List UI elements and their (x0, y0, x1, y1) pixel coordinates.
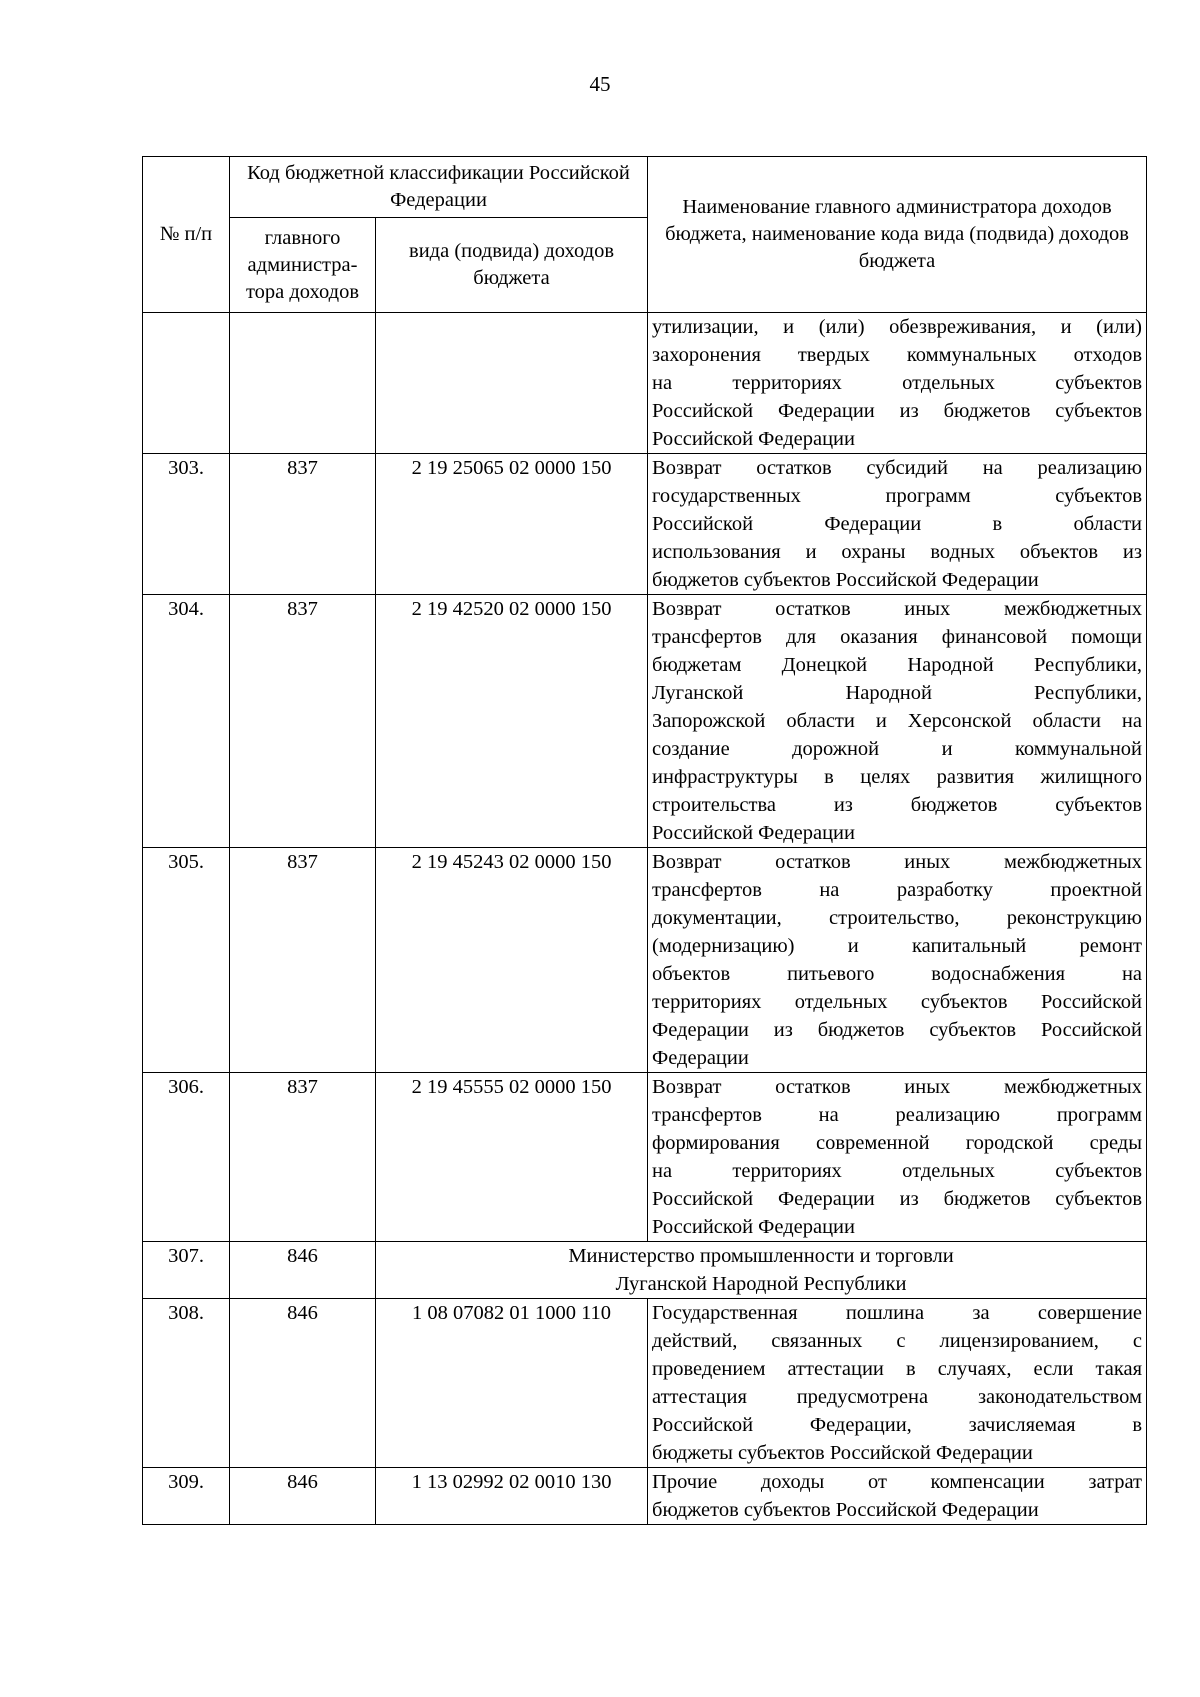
description-line: государственных программ субъектов (652, 485, 1143, 507)
ministry-row (143, 1242, 1147, 1299)
row-income-code: 1 08 07082 01 1000 110 (376, 1299, 648, 1468)
row-admin-code: 837 (230, 595, 376, 848)
table-row (143, 454, 1147, 595)
row-admin-code: 837 (230, 848, 376, 1073)
description-line: на территориях отдельных субъектов (652, 372, 1143, 394)
table-body-b (143, 1299, 1147, 1525)
row-num: 306. (143, 1073, 230, 1242)
table-row (143, 595, 1147, 848)
row-num (143, 313, 230, 454)
description-line: Федерации (652, 1047, 749, 1069)
description-line: использования и охраны водных объектов из (652, 541, 1143, 563)
ministry-name-line-2: Луганской Народной Республики (615, 1273, 907, 1295)
description-line: Запорожской области и Херсонской области на (652, 710, 1143, 732)
description-line: Государственная пошлина за совершение (652, 1302, 1143, 1324)
table-body-a (143, 313, 1147, 1242)
row-admin-code: 846 (230, 1468, 376, 1525)
row-income-code: 1 13 02992 02 0010 130 (376, 1468, 648, 1525)
description-line: Федерации из бюджетов субъектов Российской (652, 1019, 1143, 1041)
row-income-code: 2 19 25065 02 0000 150 (376, 454, 648, 595)
description-line: Российской Федерации (652, 428, 855, 450)
description-line: территориях отдельных субъектов Российской (652, 991, 1143, 1013)
row-description (648, 313, 1147, 454)
description-line: Возврат остатков иных межбюджетных (652, 598, 1143, 620)
header-num: № п/п (143, 157, 230, 313)
description-line: трансфертов на разработку проектной (652, 879, 1143, 901)
table-row (143, 848, 1147, 1073)
header-name: Наименование главного администратора доходов бюджета, наименование кода вида (подвида) доходов бюджета (648, 157, 1147, 313)
row-description (648, 1468, 1147, 1525)
table-header (143, 157, 1147, 313)
budget-classification-table (142, 156, 1147, 1525)
description-line: Российской Федерации (652, 822, 855, 844)
header-code-group: Код бюджетной классификации Российской Федерации (230, 157, 648, 218)
description-line: создание дорожной и коммунальной (652, 738, 1143, 760)
row-num: 308. (143, 1299, 230, 1468)
row-description (648, 848, 1147, 1073)
table-row (143, 313, 1147, 454)
description-line: объектов питьевого водоснабжения на (652, 963, 1143, 985)
ministry-name (376, 1242, 1147, 1299)
row-num: 304. (143, 595, 230, 848)
description-line: проведением аттестации в случаях, если такая (652, 1358, 1143, 1380)
description-line: строительства из бюджетов субъектов (652, 794, 1143, 816)
row-income-code: 2 19 45243 02 0000 150 (376, 848, 648, 1073)
description-line: аттестация предусмотрена законодательством (652, 1386, 1143, 1408)
ministry-name-line-1: Министерство промышленности и торговли (568, 1245, 954, 1267)
description-line: Прочие доходы от компенсации затрат (652, 1471, 1143, 1493)
description-line: бюджетам Донецкой Народной Республики, (652, 654, 1143, 676)
description-line: документации, строительство, реконструкцию (652, 907, 1143, 929)
page-number: 45 (589, 72, 611, 96)
description-line: Российской Федерации в области (652, 513, 1143, 535)
table-row (143, 1468, 1147, 1525)
row-description (648, 1299, 1147, 1468)
row-admin-code: 846 (230, 1242, 376, 1299)
description-line: формирования современной городской среды (652, 1132, 1143, 1154)
description-line: трансфертов для оказания финансовой помощи (652, 626, 1143, 648)
description-line: захоронения твердых коммунальных отходов (652, 344, 1143, 366)
description-line: на территориях отдельных субъектов (652, 1160, 1143, 1182)
table-row (143, 1073, 1147, 1242)
description-line: Возврат остатков иных межбюджетных (652, 851, 1143, 873)
description-line: трансфертов на реализацию программ (652, 1104, 1143, 1126)
description-line: инфраструктуры в целях развития жилищного (652, 766, 1143, 788)
description-line: бюджетов субъектов Российской Федерации (652, 1499, 1039, 1521)
row-income-code (376, 313, 648, 454)
description-line: утилизации, и (или) обезвреживания, и (или) (652, 316, 1143, 338)
row-admin-code: 846 (230, 1299, 376, 1468)
row-description (648, 454, 1147, 595)
ministry-section (143, 1242, 1147, 1299)
row-income-code: 2 19 45555 02 0000 150 (376, 1073, 648, 1242)
row-income-code: 2 19 42520 02 0000 150 (376, 595, 648, 848)
row-description (648, 1073, 1147, 1242)
description-line: (модернизацию) и капитальный ремонт (652, 935, 1143, 957)
description-line: Российской Федерации из бюджетов субъектов (652, 1188, 1143, 1210)
description-line: бюджеты субъектов Российской Федерации (652, 1442, 1033, 1464)
description-line: Российской Федерации (652, 1216, 855, 1238)
description-line: Российской Федерации, зачисляемая в (652, 1414, 1143, 1436)
description-line: Российской Федерации из бюджетов субъектов (652, 400, 1143, 422)
row-num: 309. (143, 1468, 230, 1525)
description-line: Возврат остатков иных межбюджетных (652, 1076, 1143, 1098)
header-income-code: вида (подвида) доходов бюджета (376, 218, 648, 313)
row-description (648, 595, 1147, 848)
row-num: 305. (143, 848, 230, 1073)
row-admin-code (230, 313, 376, 454)
description-line: Возврат остатков субсидий на реализацию (652, 457, 1143, 479)
row-admin-code: 837 (230, 454, 376, 595)
description-line: Луганской Народной Республики, (652, 682, 1143, 704)
row-admin-code: 837 (230, 1073, 376, 1242)
header-admin-code: главного администра-тора доходов (230, 218, 376, 313)
row-num: 307. (143, 1242, 230, 1299)
description-line: действий, связанных с лицензированием, с (652, 1330, 1143, 1352)
row-num: 303. (143, 454, 230, 595)
table-row (143, 1299, 1147, 1468)
description-line: бюджетов субъектов Российской Федерации (652, 569, 1039, 591)
